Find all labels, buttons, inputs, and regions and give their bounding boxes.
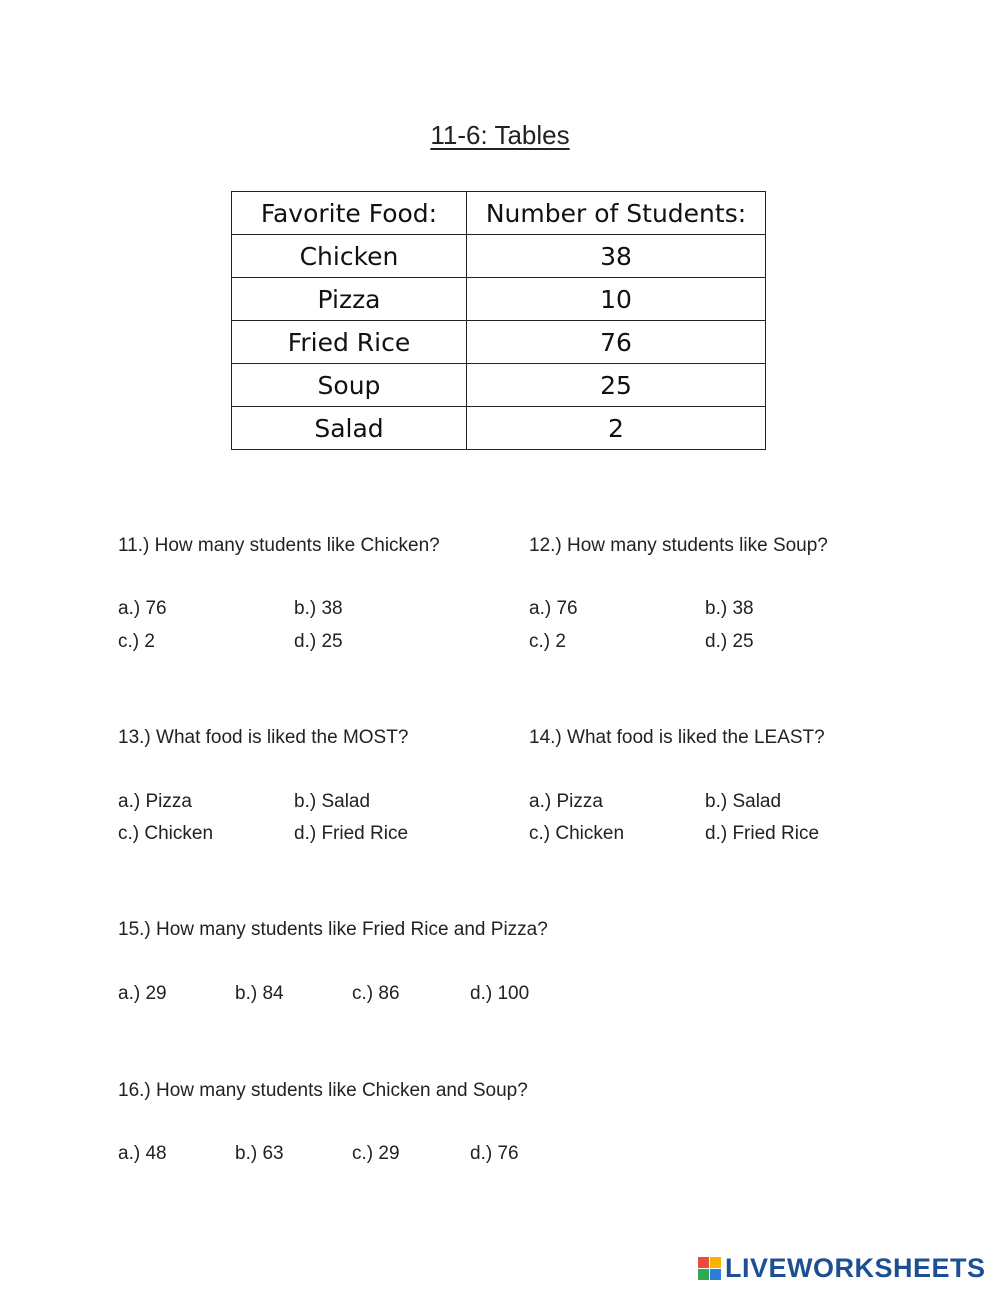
q13-option-d[interactable]: d.) Fried Rice [294, 823, 409, 844]
question-15: 15.) How many students like Fried Rice and Pizza? [118, 919, 548, 940]
table-header-food: Favorite Food: [232, 192, 467, 235]
q13-option-c[interactable]: c.) Chicken [118, 823, 214, 844]
q15-option-a[interactable]: a.) 29 [118, 983, 167, 1004]
logo-block [710, 1257, 721, 1268]
table-cell-count: 38 [467, 235, 766, 278]
table-row [232, 407, 766, 450]
q11-option-a[interactable]: a.) 76 [118, 598, 167, 619]
table-cell-count: 76 [467, 321, 766, 364]
q16-option-b[interactable]: b.) 63 [235, 1143, 284, 1164]
table-cell-food: Salad [232, 407, 467, 450]
q12-option-d[interactable]: d.) 25 [705, 631, 754, 652]
q11-option-c[interactable]: c.) 2 [118, 631, 155, 652]
q12-option-b[interactable]: b.) 38 [705, 598, 754, 619]
question-12: 12.) How many students like Soup? [529, 535, 828, 556]
q15-option-c[interactable]: c.) 86 [352, 983, 400, 1004]
logo-text: LIVEWORKSHEETS [725, 1253, 986, 1283]
q14-option-c[interactable]: c.) Chicken [529, 823, 625, 844]
table-cell-food: Soup [232, 364, 467, 407]
table-cell-count: 25 [467, 364, 766, 407]
favorite-food-table [231, 191, 766, 450]
table-row [232, 235, 766, 278]
logo-block [698, 1257, 709, 1268]
table-cell-food: Pizza [232, 278, 467, 321]
q13-option-a[interactable]: a.) Pizza [118, 791, 192, 812]
logo-blocks-icon [698, 1257, 721, 1280]
q16-option-a[interactable]: a.) 48 [118, 1143, 167, 1164]
q11-option-b[interactable]: b.) 38 [294, 598, 343, 619]
question-16: 16.) How many students like Chicken and Soup? [118, 1080, 528, 1101]
table-cell-food: Fried Rice [232, 321, 467, 364]
q13-option-b[interactable]: b.) Salad [294, 791, 371, 812]
table-cell-food: Chicken [232, 235, 467, 278]
table-cell-count: 2 [467, 407, 766, 450]
liveworksheets-logo [698, 1253, 986, 1284]
table-row [232, 278, 766, 321]
table-row [232, 321, 766, 364]
q11-option-d[interactable]: d.) 25 [294, 631, 343, 652]
logo-block [710, 1269, 721, 1280]
question-11: 11.) How many students like Chicken? [118, 535, 440, 556]
q16-option-c[interactable]: c.) 29 [352, 1143, 400, 1164]
question-14: 14.) What food is liked the LEAST? [529, 727, 825, 748]
question-13: 13.) What food is liked the MOST? [118, 727, 409, 748]
table-row [232, 364, 766, 407]
q16-option-d[interactable]: d.) 76 [470, 1143, 519, 1164]
q12-option-a[interactable]: a.) 76 [529, 598, 578, 619]
table-cell-count: 10 [467, 278, 766, 321]
table-header-row [232, 192, 766, 235]
logo-block [698, 1269, 709, 1280]
table-header-students: Number of Students: [467, 192, 766, 235]
q14-option-a[interactable]: a.) Pizza [529, 791, 603, 812]
q15-option-b[interactable]: b.) 84 [235, 983, 284, 1004]
q12-option-c[interactable]: c.) 2 [529, 631, 566, 652]
q14-option-d[interactable]: d.) Fried Rice [705, 823, 820, 844]
q15-option-d[interactable]: d.) 100 [470, 983, 530, 1004]
worksheet-title: 11-6: Tables [430, 120, 570, 150]
q14-option-b[interactable]: b.) Salad [705, 791, 782, 812]
